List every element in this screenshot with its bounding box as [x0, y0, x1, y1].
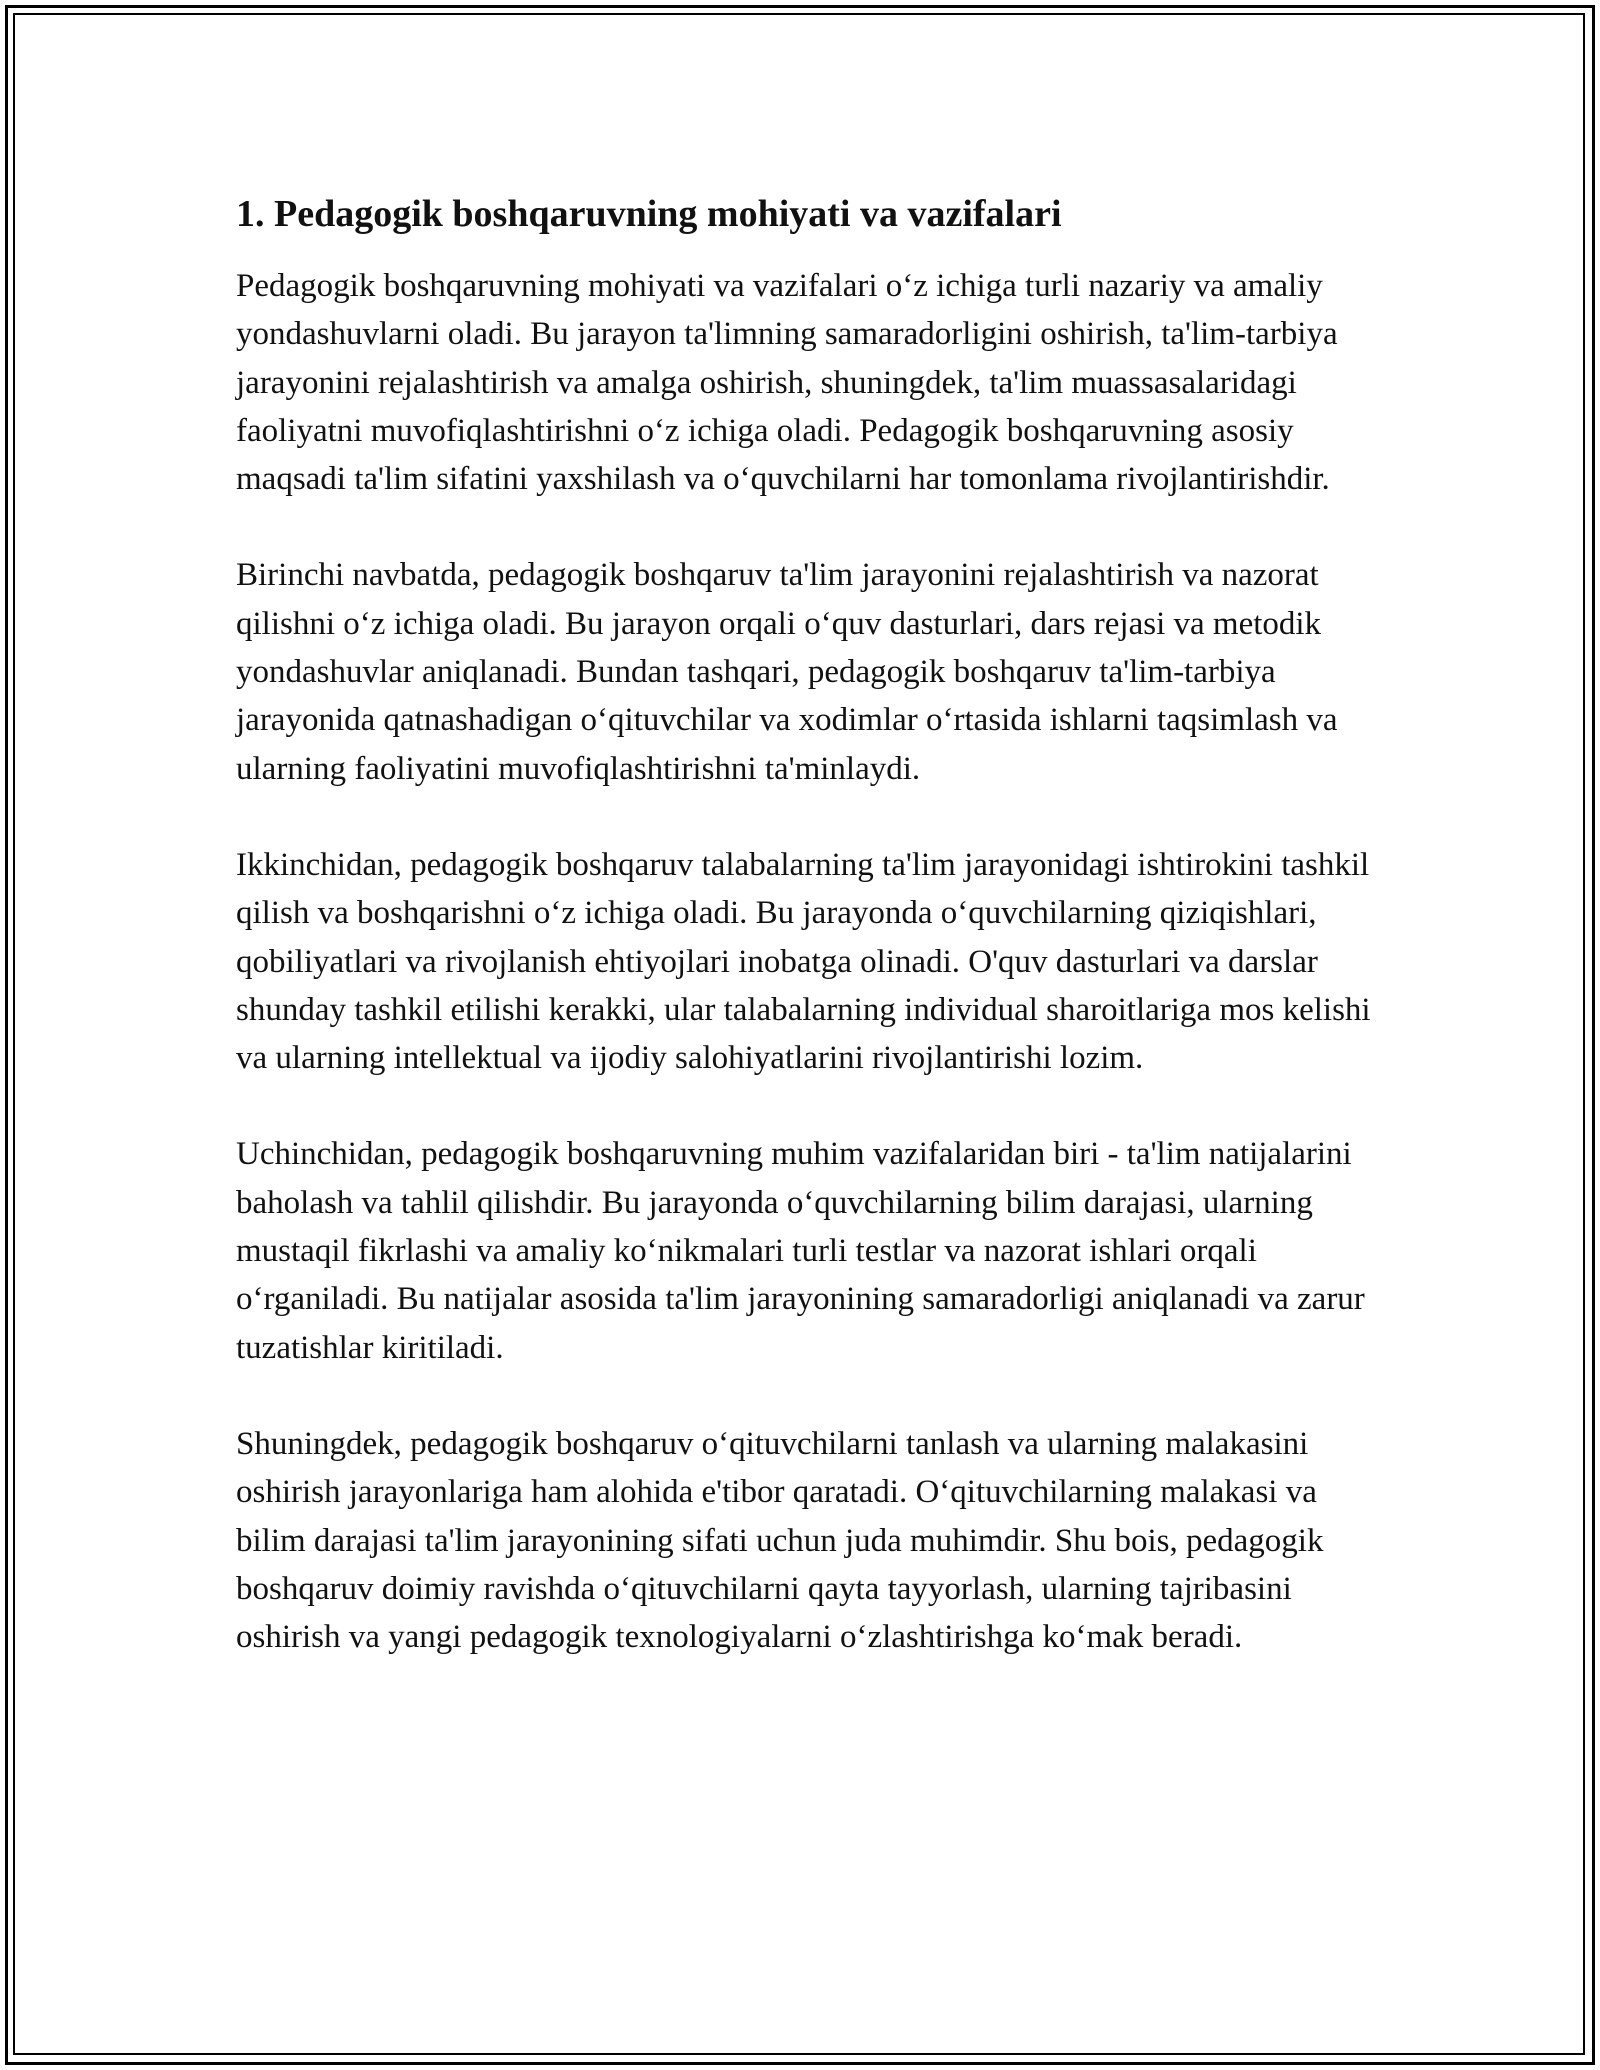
paragraph-2: Birinchi navbatda, pedagogik boshqaruv ta'lim jarayonini rejalashtirish va nazorat qilishni o‘z ichiga oladi. Bu jarayon orqali o‘quv dasturlari, dars rejasi va metodik yondashuvlar aniqlanadi. Bundan tashqari, pedagogik boshqaruv ta'lim-tarbiya jarayonida qatnashadigan o‘qituvchilar va xodimlar o‘rtasida ishlarni taqsimlash va ularning faoliyatini muvofiqlashtirishni ta'minlaydi. [236, 557, 1338, 787]
paragraph-5: Shuningdek, pedagogik boshqaruv o‘qituvchilarni tanlash va ularning malakasini oshirish jarayonlariga ham alohida e'tibor qaratadi. O‘qituvchilarning malakasi va bilim darajasi ta'lim jarayonining sifati uchun juda muhimdir. Shu bois, pedagogik boshqaruv doimiy ravishda o‘qituvchilarni qayta tayyorlash, ularning tajribasini oshirish va yangi pedagogik texnologiyalarni o‘zlashtirishga ko‘mak beradi. [236, 1425, 1324, 1656]
paragraph-4: Uchinchidan, pedagogik boshqaruvning muhim vazifalaridan biri - ta'lim natijalarini baholash va tahlil qilishdir. Bu jarayonda o‘quvchilarning bilim darajasi, ularning mustaqil fikrlashi va amaliy ko‘nikmalari turli testlar va nazorat ishlari orqali o‘rganiladi. Bu natijalar asosida ta'lim jarayonining samaradorligi aniqlanadi va zarur tuzatishlar kiritiladi. [236, 1136, 1365, 1366]
paragraph-3: Ikkinchidan, pedagogik boshqaruv talabalarning ta'lim jarayonidagi ishtirokini tashkil qilish va boshqarishni o‘z ichiga oladi. Bu jarayonda o‘quvchilarning qiziqishlari, qobiliyatlari va rivojlanish ehtiyojlari inobatga olinadi. O'quv dasturlari va darslar shunday tashkil etilishi kerakki, ular talabalarning individual sharoitlariga mos kelishi va ularning intellektual va ijodiy salohiyatlarini rivojlantirishi lozim. [236, 846, 1371, 1077]
document-body [236, 186, 1386, 1709]
section-heading: 1. Pedagogik boshqaruvning mohiyati va vazifalari [236, 193, 1062, 235]
paragraph-1: Pedagogik boshqaruvning mohiyati va vazifalari o‘z ichiga turli nazariy va amaliy yondashuvlarni oladi. Bu jarayon ta'limning samaradorligini oshirish, ta'lim-tarbiya jarayonini rejalashtirish va amalga oshirish, shuningdek, ta'lim muassasalaridagi faoliyatni muvofiqlashtirishni o‘z ichiga oladi. Pedagogik boshqaruvning asosiy maqsadi ta'lim sifatini yaxshilash va o‘quvchilarni har tomonlama rivojlantirishdir. [236, 268, 1338, 498]
